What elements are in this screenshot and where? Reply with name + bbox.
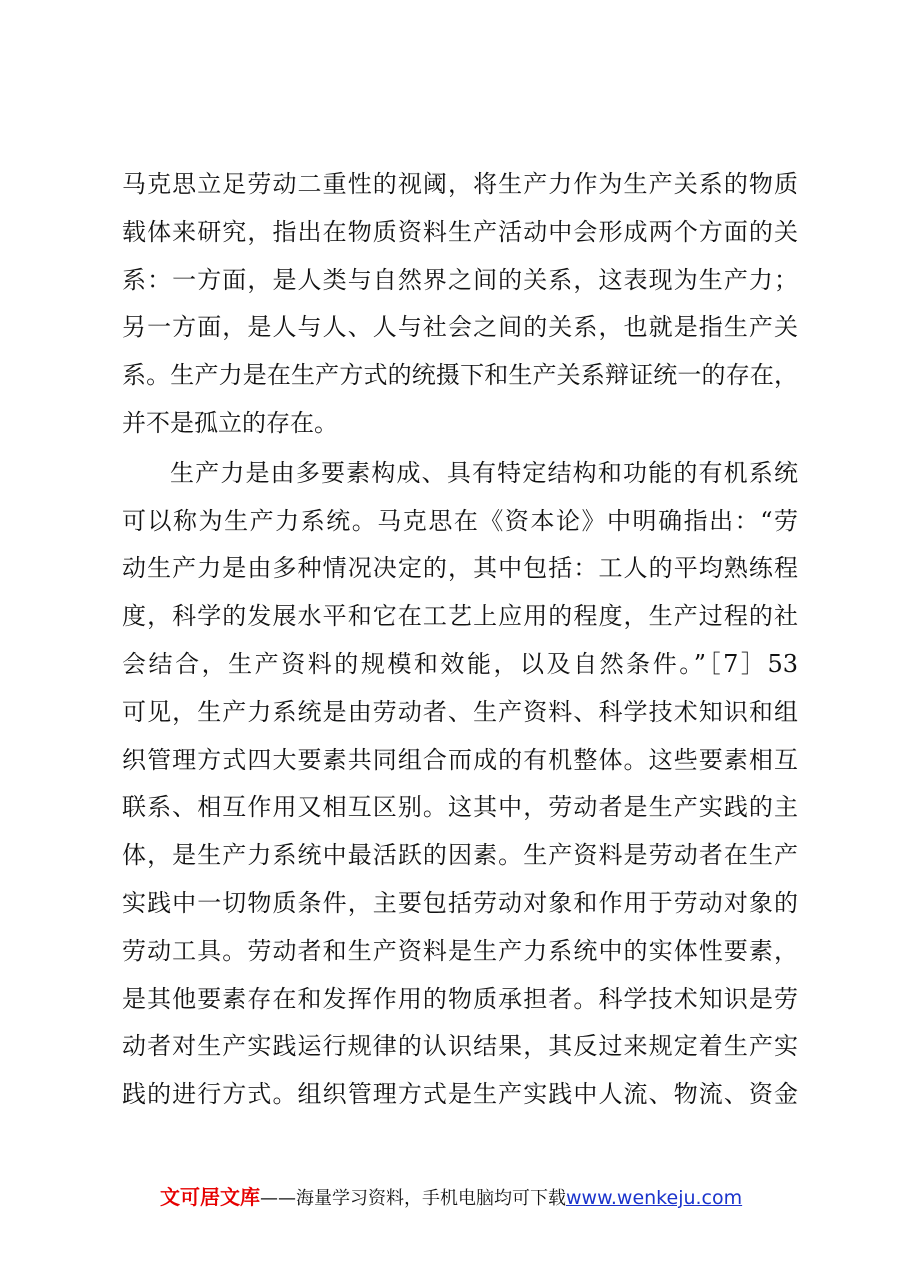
text-line: 马克思立足劳动二重性的视阈，将生产力作为生产关系的物质	[122, 170, 798, 198]
text-line: 动生产力是由多种情况决定的，其中包括：工人的平均熟练程	[122, 554, 798, 583]
text-line: 系：一方面，是人类与自然界之间的关系，这表现为生产力；	[122, 265, 798, 294]
footer-link[interactable]: www.wenkeju.com	[566, 1187, 743, 1209]
footer-tagline: ——海量学习资料，手机电脑均可下载	[260, 1188, 566, 1209]
footer-banner	[160, 1183, 742, 1211]
text-line: 动者对生产实践运行规律的认识结果，其反过来规定着生产实	[122, 1032, 798, 1061]
paragraph	[122, 161, 798, 448]
text-line: 载体来研究，指出在物质资料生产活动中会形成两个方面的关	[122, 217, 798, 246]
text-line: 践的进行方式。组织管理方式是生产实践中人流、物流、资金	[122, 1080, 798, 1109]
footer-brand: 文可居文库	[160, 1185, 260, 1209]
text-line: 会结合，生产资料的规模和效能，以及自然条件。”［7］53	[122, 649, 798, 678]
document-body	[122, 161, 798, 1119]
text-line: 可以称为生产力系统。马克思在《资本论》中明确指出：“劳	[122, 506, 798, 535]
text-line: 是其他要素存在和发挥作用的物质承担者。科学技术知识是劳	[122, 984, 798, 1013]
text-line: 劳动工具。劳动者和生产资料是生产力系统中的实体性要素，	[122, 936, 798, 965]
text-line: 实践中一切物质条件，主要包括劳动对象和作用于劳动对象的	[122, 888, 798, 917]
text-line: 并不是孤立的存在。	[122, 408, 338, 437]
text-line: 生产力是由多要素构成、具有特定结构和功能的有机系统	[170, 458, 798, 487]
text-line: 可见，生产力系统是由劳动者、生产资料、科学技术知识和组	[122, 697, 798, 726]
text-line: 织管理方式四大要素共同组合而成的有机整体。这些要素相互	[122, 745, 798, 774]
text-line: 体，是生产力系统中最活跃的因素。生产资料是劳动者在生产	[122, 841, 798, 870]
text-line: 度，科学的发展水平和它在工艺上应用的程度，生产过程的社	[122, 602, 798, 631]
text-line: 联系、相互作用又相互区别。这其中，劳动者是生产实践的主	[122, 793, 798, 822]
paragraph	[122, 450, 798, 1119]
text-line: 系。生产力是在生产方式的统摄下和生产关系辩证统一的存在，	[122, 361, 798, 390]
text-line: 另一方面，是人与人、人与社会之间的关系，也就是指生产关	[122, 313, 798, 342]
